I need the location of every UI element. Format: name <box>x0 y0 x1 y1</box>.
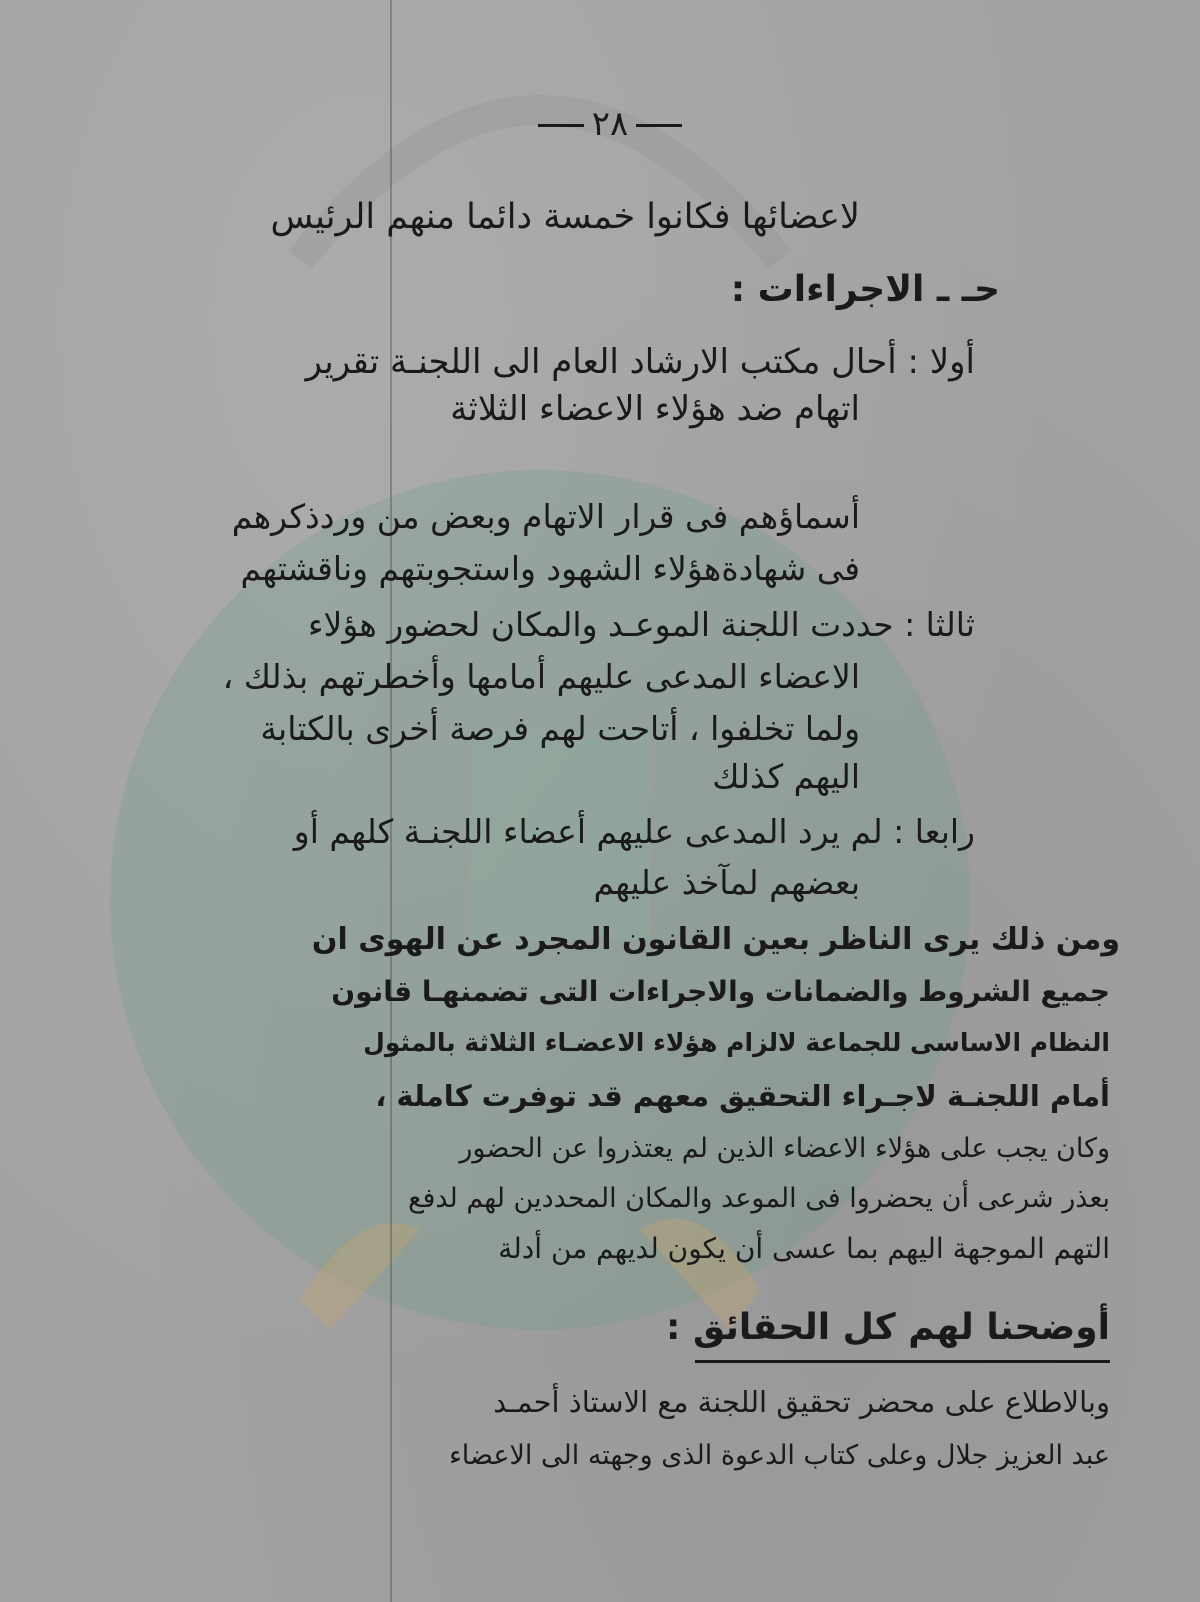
text-line: أولا : أحال مكتب الارشاد العام الى اللجنـة تقرير <box>305 342 975 382</box>
text-line: وكان يجب على هؤلاء الاعضاء الذين لم يعتذروا عن الحضور <box>459 1133 1110 1164</box>
text-line: بعذر شرعى أن يحضروا فى الموعد والمكان المحددين لهم لدفع <box>408 1183 1110 1214</box>
page-number-dash-right <box>636 124 682 127</box>
text-line: الاعضاء المدعى عليهم أمامها وأخطرتهم بذلك ، <box>222 657 860 696</box>
text-line: ثالثا : حددت اللجنة الموعـد والمكان لحضور هؤلاء <box>308 605 975 644</box>
page-number-dash-left <box>538 124 584 127</box>
text-line: اليهم كذلك <box>712 757 860 796</box>
text-line: أمام اللجنـة لاجـراء التحقيق معهم قد توفرت كاملة ، <box>375 1079 1110 1113</box>
page-number-text: ٢٨ <box>591 104 629 144</box>
subheading: أوضحنا لهم كل الحقائق : <box>666 1307 1110 1348</box>
text-line: بعضهم لمآخذ عليهم <box>593 863 860 902</box>
text-line: رابعا : لم يرد المدعى عليهم أعضاء اللجنـة كلهم أو <box>293 812 975 851</box>
text-line: لاعضائها فكانوا خمسة دائما منهم الرئيس <box>270 197 860 237</box>
text-line: عبد العزيز جلال وعلى كتاب الدعوة الذى وجهته الى الاعضاء <box>449 1440 1110 1471</box>
text-line: اتهام ضد هؤلاء الاعضاء الثلاثة <box>450 389 860 429</box>
text-line: جميع الشروط والضمانات والاجراءات التى تضمنهـا قانون <box>331 975 1110 1008</box>
page-fold <box>390 0 392 1602</box>
text-line: ومن ذلك يرى الناظر بعين القانون المجرد عن الهوى ان <box>311 922 1120 957</box>
text-line: التهم الموجهة اليهم بما عسى أن يكون لديهم من أدلة <box>498 1232 1110 1265</box>
text-line: ولما تخلفوا ، أتاحت لهم فرصة أخرى بالكتابة <box>260 709 860 748</box>
text-line: النظام الاساسى للجماعة لالزام هؤلاء الاعضـاء الثلاثة بالمثول <box>363 1028 1110 1057</box>
watermark-sword-left <box>300 1223 420 1330</box>
text-line: فى شهادةهؤلاء الشهود واستجوبتهم وناقشتهم <box>240 549 860 588</box>
page-number <box>520 104 700 144</box>
text-line: أسماؤهم فى قرار الاتهام وبعض من وردذكرهم <box>231 497 860 536</box>
text-line: وبالاطلاع على محضر تحقيق اللجنة مع الاستاذ أحمـد <box>493 1385 1110 1419</box>
section-heading: حـ ـ الاجراءات : <box>730 269 1000 310</box>
subheading-underline <box>695 1360 1110 1363</box>
